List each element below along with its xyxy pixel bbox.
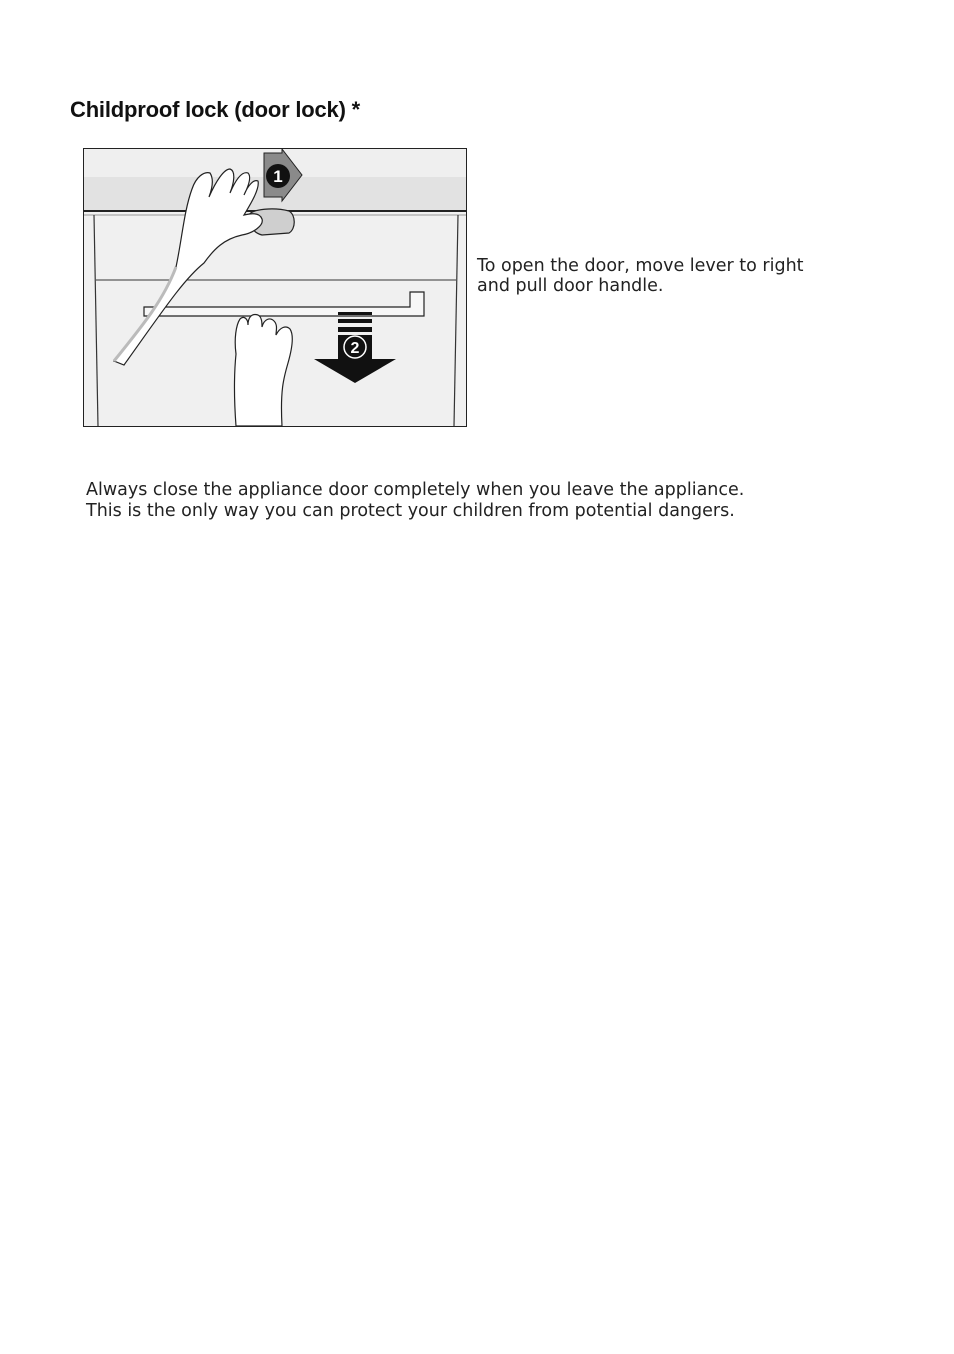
instruction-line-2: and pull door handle. bbox=[477, 276, 664, 296]
step-1-number: 1 bbox=[273, 167, 283, 186]
door-handle bbox=[144, 292, 424, 316]
warning-line-2: This is the only way you can protect your children from potential dangers. bbox=[86, 501, 735, 521]
warning-line-1: Always close the appliance door completely when you leave the appliance. bbox=[86, 480, 745, 500]
door-lock-illustration bbox=[83, 148, 467, 427]
instruction-line-1: To open the door, move lever to right bbox=[477, 256, 804, 276]
step-2-number: 2 bbox=[350, 340, 360, 357]
warning-text bbox=[86, 480, 846, 522]
hand-pulling-handle bbox=[235, 314, 293, 426]
section-heading: Childproof lock (door lock) * bbox=[70, 97, 360, 122]
instruction-text bbox=[477, 256, 857, 296]
